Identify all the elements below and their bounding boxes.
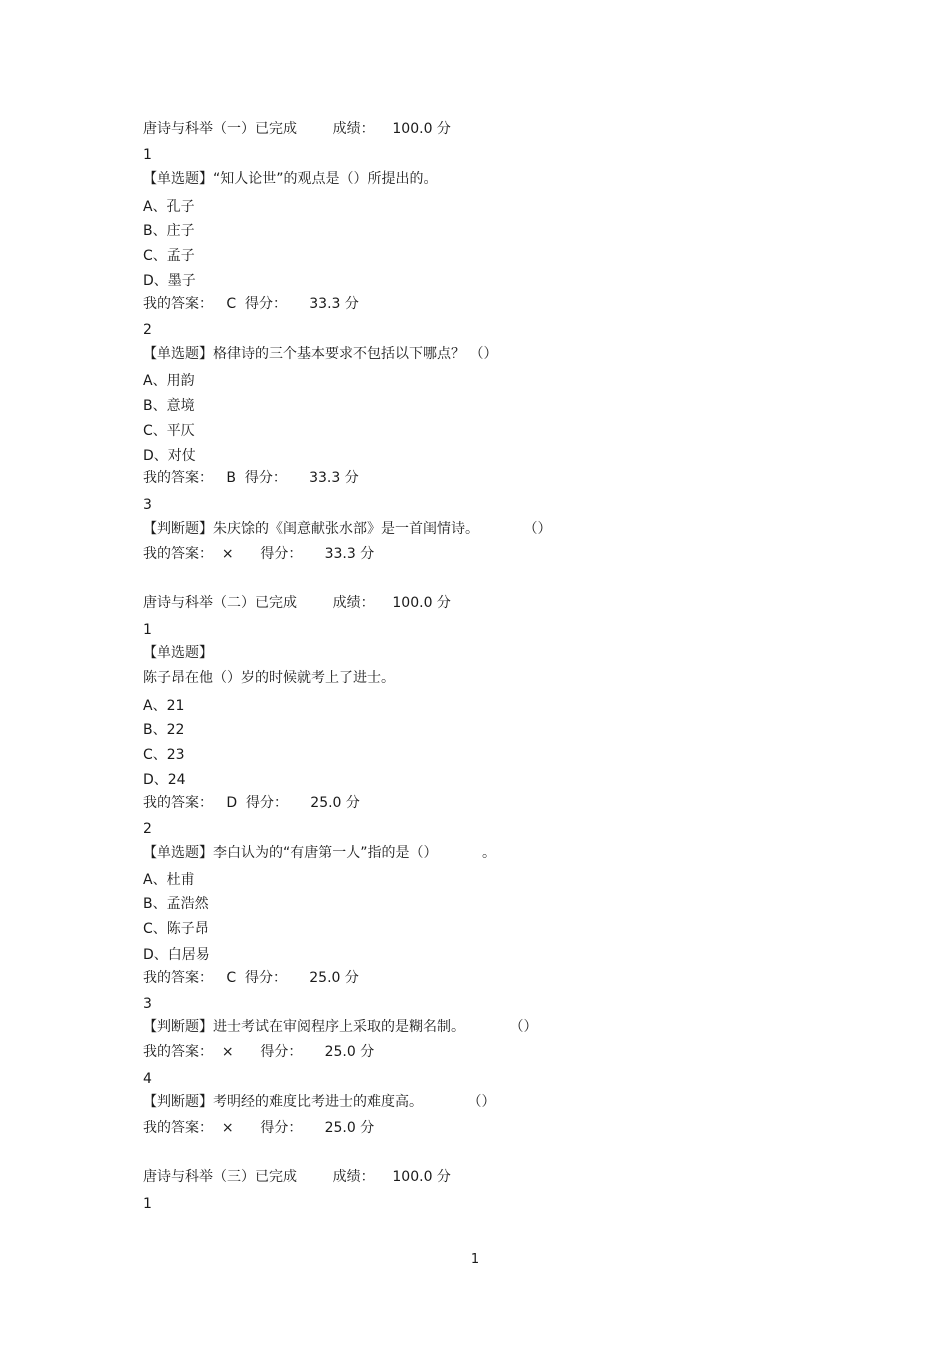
question-number: 1 (143, 1196, 152, 1212)
option: C、孟子 (143, 248, 195, 264)
my-answer: 我的答案： D 得分： 25.0 分 (143, 795, 360, 811)
option: D、白居易 (143, 947, 210, 963)
option: A、21 (143, 698, 185, 714)
option: D、对仗 (143, 448, 196, 464)
my-answer: 我的答案： × 得分： 25.0 分 (143, 1120, 375, 1136)
question-number: 3 (143, 996, 152, 1012)
option: A、杜甫 (143, 872, 195, 888)
question-number: 1 (143, 147, 152, 163)
option: C、23 (143, 747, 185, 763)
option: C、平仄 (143, 423, 195, 439)
page-number: 1 (470, 1252, 480, 1267)
question-text: 【判断题】考明经的难度比考进士的难度高。 （） (143, 1094, 496, 1110)
option: D、墨子 (143, 273, 196, 289)
question-number: 1 (143, 622, 152, 638)
option: C、陈子昂 (143, 921, 209, 937)
option: B、22 (143, 722, 185, 738)
question-text: 【单选题】“知人论世”的观点是（）所提出的。 (143, 171, 438, 187)
option: A、孔子 (143, 199, 195, 215)
question-text: 【单选题】格律诗的三个基本要求不包括以下哪点？ （） (143, 346, 498, 362)
option: B、孟浩然 (143, 896, 209, 912)
question-text: 【判断题】朱庆馀的《闺意献张水部》是一首闺情诗。 （） (143, 521, 552, 537)
question-text-continued: 陈子昂在他（）岁的时候就考上了进士。 (143, 670, 395, 686)
section-3-header: 唐诗与科举（三）已完成 成绩： 100.0 分 (143, 1169, 451, 1185)
my-answer: 我的答案： × 得分： 33.3 分 (143, 546, 375, 562)
question-number: 2 (143, 821, 152, 837)
question-number: 2 (143, 322, 152, 338)
question-number: 3 (143, 497, 152, 513)
my-answer: 我的答案： C 得分： 33.3 分 (143, 296, 359, 312)
section-2-header: 唐诗与科举（二）已完成 成绩： 100.0 分 (143, 595, 451, 611)
my-answer: 我的答案： B 得分： 33.3 分 (143, 470, 359, 486)
my-answer: 我的答案： C 得分： 25.0 分 (143, 970, 359, 986)
option: B、意境 (143, 398, 195, 414)
option: A、用韵 (143, 373, 195, 389)
question-text: 【单选题】李白认为的“有唐第一人”指的是（） 。 (143, 845, 497, 861)
option: D、24 (143, 772, 186, 788)
question-number: 4 (143, 1071, 152, 1087)
section-1-header: 唐诗与科举（一）已完成 成绩： 100.0 分 (143, 121, 451, 137)
my-answer: 我的答案： × 得分： 25.0 分 (143, 1044, 375, 1060)
question-text: 【判断题】进士考试在审阅程序上采取的是糊名制。 （） (143, 1019, 538, 1035)
question-text: 【单选题】 (143, 645, 213, 661)
option: B、庄子 (143, 223, 195, 239)
